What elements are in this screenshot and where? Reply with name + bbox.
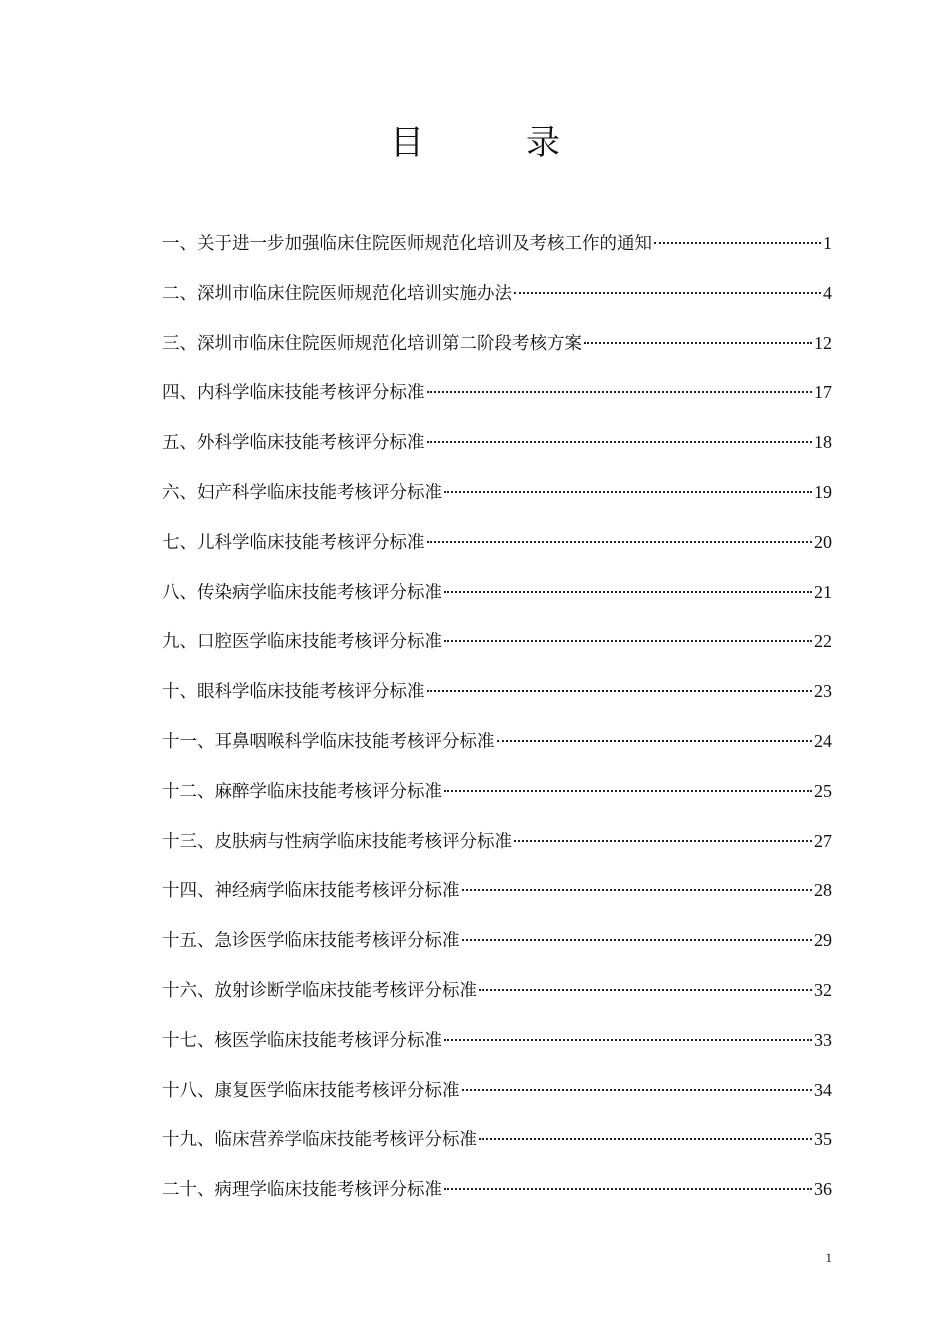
- toc-entry[interactable]: [162, 278, 832, 328]
- toc-entry-page: 34: [814, 1079, 832, 1100]
- toc-entry-title: 九、口腔医学临床技能考核评分标准: [162, 632, 442, 653]
- dot-leader: [427, 541, 813, 543]
- toc-entry[interactable]: [162, 1025, 832, 1075]
- toc-entry-title: 六、妇产科学临床技能考核评分标准: [162, 482, 442, 503]
- toc-entry-title: 十九、临床营养学临床技能考核评分标准: [162, 1130, 477, 1151]
- toc-entry-title: 二十、病理学临床技能考核评分标准: [162, 1180, 442, 1201]
- toc-entry[interactable]: [162, 975, 832, 1025]
- toc-entry[interactable]: [162, 726, 832, 776]
- toc-entry-page: 1: [823, 233, 832, 253]
- toc-entry[interactable]: [162, 328, 832, 378]
- dot-leader: [444, 491, 812, 493]
- toc-entry-page: 19: [814, 481, 832, 502]
- dot-leader: [654, 242, 821, 244]
- toc-entry-page: 20: [814, 531, 832, 552]
- toc-entry-page: 25: [814, 780, 832, 801]
- dot-leader: [462, 1089, 813, 1091]
- toc-entry-title: 四、内科学临床技能考核评分标准: [162, 383, 425, 404]
- dot-leader: [427, 441, 813, 443]
- toc-entry-title: 十七、核医学临床技能考核评分标准: [162, 1030, 442, 1051]
- toc-entry-page: 17: [814, 382, 832, 403]
- toc-entry-page: 33: [814, 1029, 832, 1050]
- toc-entry-page: 24: [814, 730, 832, 751]
- toc-entry[interactable]: [162, 925, 832, 975]
- dot-leader: [497, 740, 813, 742]
- toc-entry-title: 十五、急诊医学临床技能考核评分标准: [162, 931, 460, 952]
- toc-entry-title: 一、关于进一步加强临床住院医师规范化培训及考核工作的通知: [162, 234, 652, 254]
- dot-leader: [444, 1039, 812, 1041]
- toc-entry-page: 29: [814, 930, 832, 951]
- table-of-contents: [162, 228, 832, 1224]
- dot-leader: [427, 391, 813, 393]
- dot-leader: [514, 292, 821, 294]
- toc-entry-page: 12: [814, 332, 832, 353]
- toc-entry-page: 32: [814, 979, 832, 1000]
- toc-entry-title: 十八、康复医学临床技能考核评分标准: [162, 1080, 460, 1101]
- toc-entry-title: 十二、麻醉学临床技能考核评分标准: [162, 781, 442, 802]
- toc-entry-page: 22: [814, 631, 832, 652]
- toc-entry-title: 十三、皮肤病与性病学临床技能考核评分标准: [162, 831, 512, 852]
- toc-entry-page: 21: [814, 581, 832, 602]
- dot-leader: [514, 840, 812, 842]
- toc-entry-page: 23: [814, 681, 832, 702]
- toc-entry-title: 十四、神经病学临床技能考核评分标准: [162, 881, 460, 902]
- toc-entry-page: 28: [814, 880, 832, 901]
- toc-entry[interactable]: [162, 1124, 832, 1174]
- toc-entry[interactable]: [162, 676, 832, 726]
- toc-entry-page: 35: [814, 1129, 832, 1150]
- dot-leader: [444, 591, 812, 593]
- dot-leader: [584, 342, 812, 344]
- toc-entry-title: 十、眼科学临床技能考核评分标准: [162, 682, 425, 703]
- toc-entry-page: 27: [814, 830, 832, 851]
- dot-leader: [444, 1188, 812, 1190]
- toc-entry[interactable]: [162, 875, 832, 925]
- toc-entry[interactable]: [162, 377, 832, 427]
- toc-entry[interactable]: [162, 228, 832, 278]
- toc-entry[interactable]: [162, 1174, 832, 1224]
- dot-leader: [462, 939, 813, 941]
- toc-entry-page: 4: [823, 282, 832, 303]
- dot-leader: [427, 690, 813, 692]
- dot-leader: [479, 1138, 812, 1140]
- toc-entry-title: 八、传染病学临床技能考核评分标准: [162, 582, 442, 603]
- toc-entry-title: 五、外科学临床技能考核评分标准: [162, 433, 425, 454]
- toc-entry-title: 十一、耳鼻咽喉科学临床技能考核评分标准: [162, 731, 495, 752]
- toc-entry[interactable]: [162, 577, 832, 627]
- dot-leader: [444, 790, 812, 792]
- toc-entry-title: 七、儿科学临床技能考核评分标准: [162, 532, 425, 553]
- toc-entry-title: 三、深圳市临床住院医师规范化培训第二阶段考核方案: [162, 333, 582, 354]
- page-title: 目 录: [390, 123, 594, 163]
- toc-entry-page: 36: [814, 1179, 832, 1200]
- toc-entry-title: 十六、放射诊断学临床技能考核评分标准: [162, 980, 477, 1001]
- toc-entry[interactable]: [162, 477, 832, 527]
- dot-leader: [479, 989, 812, 991]
- page-number: 1: [825, 1250, 832, 1265]
- toc-entry[interactable]: [162, 1075, 832, 1125]
- toc-entry[interactable]: [162, 826, 832, 876]
- toc-entry[interactable]: [162, 776, 832, 826]
- toc-entry-title: 二、深圳市临床住院医师规范化培训实施办法: [162, 283, 512, 304]
- toc-entry[interactable]: [162, 427, 832, 477]
- dot-leader: [444, 640, 812, 642]
- dot-leader: [462, 889, 813, 891]
- toc-entry[interactable]: [162, 626, 832, 676]
- toc-entry-page: 18: [814, 432, 832, 453]
- toc-entry[interactable]: [162, 527, 832, 577]
